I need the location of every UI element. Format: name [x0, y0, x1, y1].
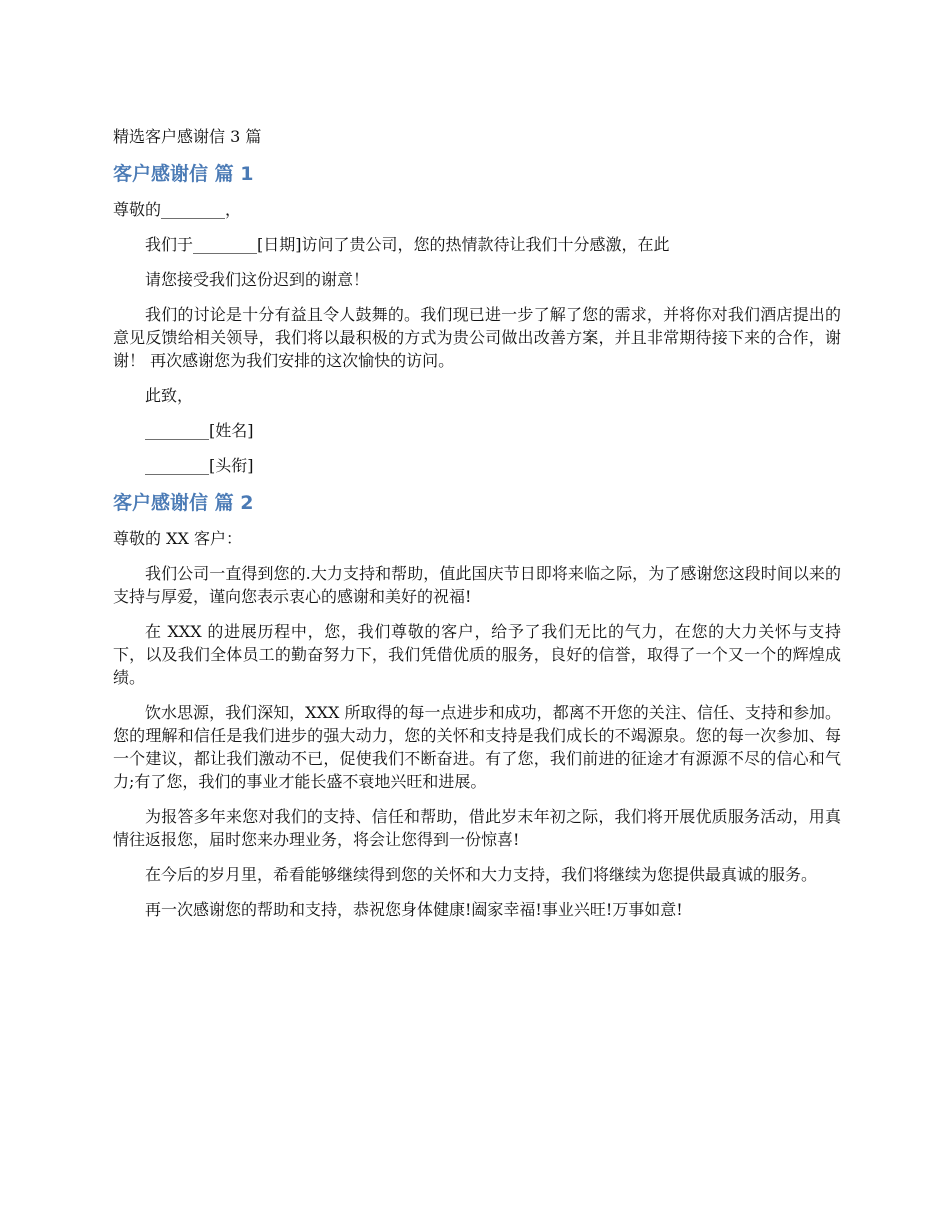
body-paragraph: 在今后的岁月里，希看能够继续得到您的关怀和大力支持，我们将继续为您提供最真诚的服务。 [145, 865, 818, 884]
signature-title: ________[头衔] [145, 456, 254, 475]
letter-section-2 [113, 489, 841, 921]
letter-section-1 [113, 160, 841, 477]
body-paragraph: 饮水思源，我们深知，XXX 所取得的每一点进步和成功，都离不开您的关注、信任、支持和参加。您的理解和信任是我们进步的强大动力，您的关怀和支持是我们成长的不竭源泉。您的每一次参加、每一个建议，都让我们激动不已，促使我们不断奋进。有了您，我们前进的征途才有源源不尽的信心和气力;有了您，我们的事业才能长盛不衰地兴旺和进展。 [113, 703, 841, 791]
section-heading: 客户感谢信 篇 1 [113, 163, 254, 185]
body-paragraph: 我们于________[日期]访问了贵公司，您的热情款待让我们十分感激，在此 [145, 235, 670, 254]
body-paragraph: 我们的讨论是十分有益且令人鼓舞的。我们现已进一步了解了您的需求，并将你对我们酒店提出的意见反馈给相关领导，我们将以最积极的方式为贵公司做出改善方案，并且非常期待接下来的合作，谢谢！ 再次感谢您为我们安排的这次愉快的访问。 [113, 305, 841, 370]
closing: 此致， [145, 386, 194, 405]
document-page [113, 124, 841, 933]
signature-name: ________[姓名] [145, 421, 254, 440]
body-paragraph: 为报答多年来您对我们的支持、信任和帮助，借此岁末年初之际，我们将开展优质服务活动，用真情往返报您，届时您来办理业务，将会让您得到一份惊喜! [113, 807, 841, 849]
section-heading: 客户感谢信 篇 2 [113, 492, 254, 514]
salutation: 尊敬的 XX 客户： [113, 529, 242, 548]
body-paragraph: 请您接受我们这份迟到的谢意！ [145, 270, 370, 289]
body-paragraph: 再一次感谢您的帮助和支持，恭祝您身体健康!阖家幸福!事业兴旺!万事如意! [145, 900, 683, 919]
document-title: 精选客户感谢信 3 篇 [113, 127, 262, 146]
body-paragraph: 我们公司一直得到您的.大力支持和帮助，值此国庆节日即将来临之际，为了感谢您这段时间以来的支持与厚爱，谨向您表示衷心的感谢和美好的祝福! [113, 564, 841, 606]
salutation: 尊敬的________， [113, 200, 242, 219]
body-paragraph: 在 XXX 的进展历程中，您，我们尊敬的客户，给予了我们无比的气力，在您的大力关怀与支持下，以及我们全体员工的勤奋努力下，我们凭借优质的服务，良好的信誉，取得了一个又一个的辉煌成绩。 [113, 622, 841, 687]
